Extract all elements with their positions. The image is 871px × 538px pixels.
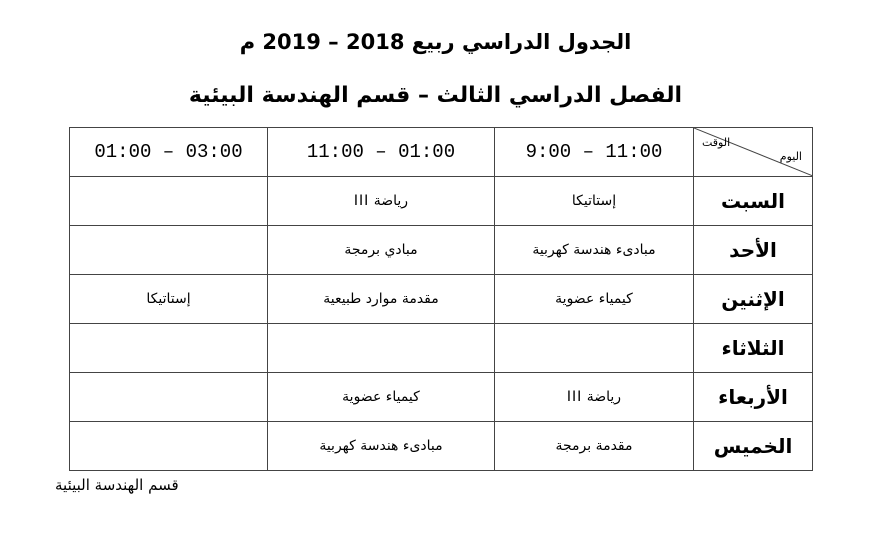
time-slot-1: 9:00 – 11:00 [495,128,694,177]
department-footer: قسم الهندسة البيئية [55,476,179,494]
table-row [70,226,813,275]
course-cell [70,177,268,226]
table-row [70,275,813,324]
day-cell: السبت [694,177,813,226]
day-cell: الأحد [694,226,813,275]
course-cell [495,324,694,373]
schedule-subtitle: الفصل الدراسي الثالث – قسم الهندسة البيئية [188,83,683,108]
schedule-table [69,127,813,471]
day-cell: الأربعاء [694,373,813,422]
corner-time-label: الوقت [702,136,731,149]
course-cell: مبادىء هندسة كهربية [268,422,495,471]
corner-day-label: اليوم [779,150,802,163]
course-cell: إستاتيكا [495,177,694,226]
course-cell [70,422,268,471]
course-cell: رياضة III [268,177,495,226]
course-cell: مبادي برمجة [268,226,495,275]
course-cell [268,324,495,373]
corner-cell [694,128,813,177]
course-cell [70,324,268,373]
day-cell: الثلاثاء [694,324,813,373]
time-header-row [70,128,813,177]
course-cell: كيمياء عضوية [268,373,495,422]
course-cell: مبادىء هندسة كهربية [495,226,694,275]
table-row [70,422,813,471]
table-row [70,324,813,373]
course-cell: مقدمة موارد طبيعية [268,275,495,324]
course-cell: مقدمة برمجة [495,422,694,471]
time-slot-3: 01:00 – 03:00 [70,128,268,177]
course-cell [70,373,268,422]
table-row [70,373,813,422]
course-cell [70,226,268,275]
schedule-title: الجدول الدراسي ربيع 2018 – 2019 م [239,30,632,54]
day-cell: الخميس [694,422,813,471]
time-slot-2: 11:00 – 01:00 [268,128,495,177]
course-cell: كيمياء عضوية [495,275,694,324]
day-cell: الإثنين [694,275,813,324]
course-cell: رياضة III [495,373,694,422]
course-cell: إستاتيكا [70,275,268,324]
table-row [70,177,813,226]
